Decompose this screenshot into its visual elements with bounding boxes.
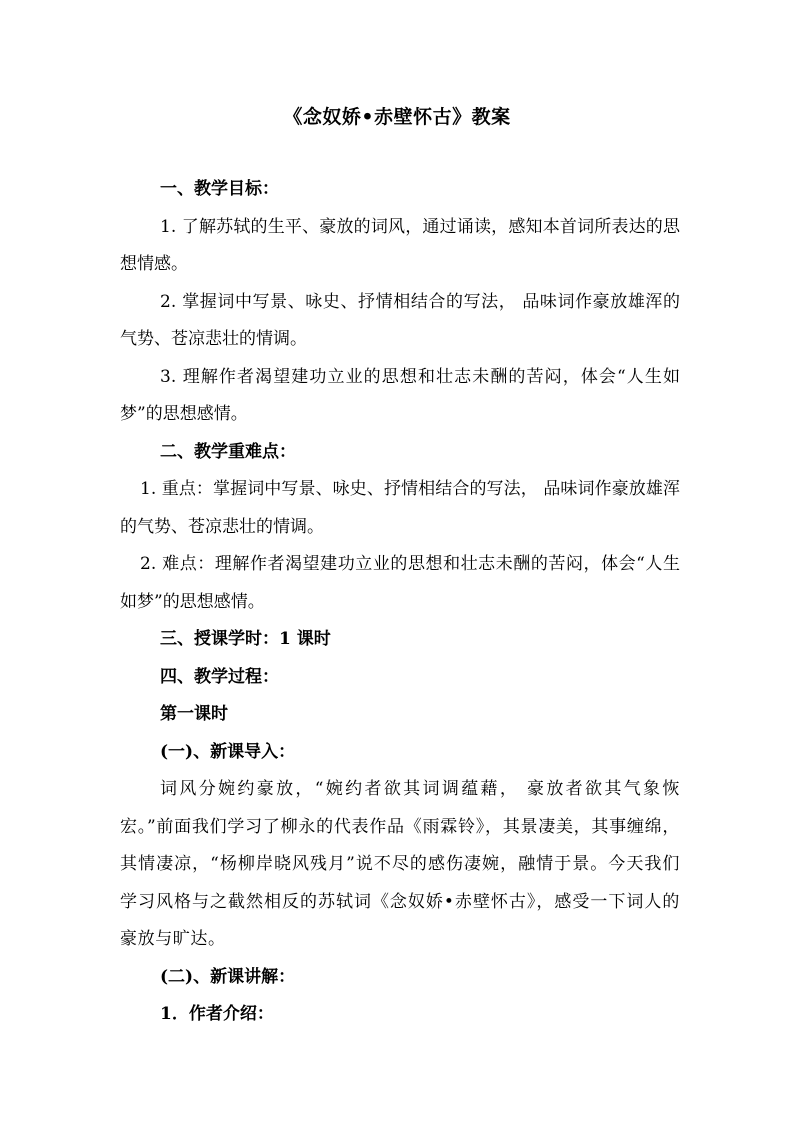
- document-body: [120, 171, 680, 1034]
- document-title: 《念奴娇•赤壁怀古》教案: [283, 106, 511, 128]
- subsection-heading-introduction: (一)、新课导入：: [160, 741, 296, 762]
- objective-item-2: 2. 掌握词中写景、咏史、抒情相结合的写法， 品味词作豪放雄浑的气势、苍凉悲壮的情调。: [120, 291, 680, 349]
- key-point-item-2: 2. 难点：理解作者渴望建功立业的思想和壮志未酬的苦闷，体会“人生如梦”的思想感情。: [120, 554, 680, 612]
- objective-item-3: 3. 理解作者渴望建功立业的思想和壮志未酬的苦闷，体会“人生如梦”的思想感情。: [120, 366, 680, 424]
- section-heading-objectives: 一、教学目标：: [160, 179, 279, 199]
- section-heading-class-hours: 三、授课学时：1 课时: [160, 629, 331, 649]
- lesson-heading: 第一课时: [160, 704, 228, 724]
- section-heading-key-points: 二、教学重难点：: [160, 441, 296, 462]
- objective-item-1: 1. 了解苏轼的生平、豪放的词风，通过诵读，感知本首词所表达的思想情感。: [120, 216, 680, 274]
- author-introduction-heading: 1．作者介绍：: [160, 1004, 274, 1024]
- section-heading-process: 四、教学过程：: [160, 666, 279, 687]
- key-point-item-1: 1. 重点：掌握词中写景、咏史、抒情相结合的写法， 品味词作豪放雄浑的气势、苍凉悲壮的情调。: [120, 479, 680, 537]
- introduction-paragraph: 词风分婉约豪放，“婉约者欲其词调蕴藉， 豪放者欲其气象恢宏。”前面我们学习了柳永的代表作品《雨霖铃》，其景凄美，其事缠绵，其情凄凉，“杨柳岸晓风残月”说不尽的感伤凄婉，融情于景。今天我们学习风格与之截然相反的苏轼词《念奴娇•赤壁怀古》，感受一下词人的豪放与旷达。: [120, 779, 680, 949]
- subsection-heading-lecture: (二)、新课讲解：: [160, 966, 296, 987]
